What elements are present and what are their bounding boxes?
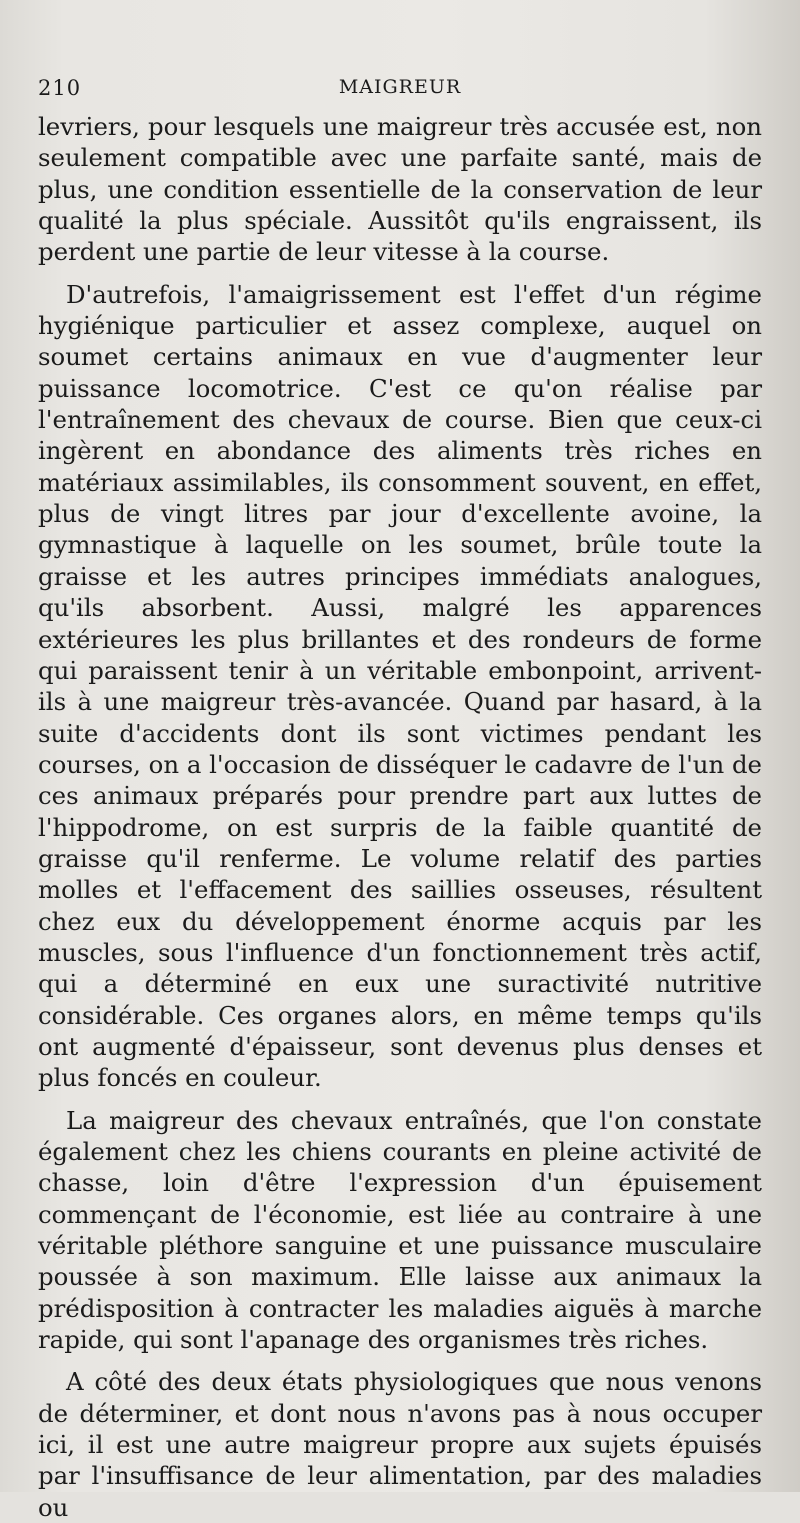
running-title: MAIGREUR (338, 76, 462, 98)
page-number: 210 (38, 76, 82, 100)
paragraph-trained-horses-thinness: La maigreur des chevaux entraînés, que l'on constate également chez les chiens courants en pleine activité de chasse, loin d'être l'expression d'un épuisement commençant de l'économie, est liée au contraire à une véritable pléthore sanguine et une puissance musculaire poussée à son maximum. Elle laisse aux animaux la prédisposition à contracter les maladies aiguës à marche rapide, qui sont l'apanage des organismes très riches. (38, 1105, 762, 1355)
paragraph-continued: levriers, pour lesquels une maigreur très accusée est, non seulement compatible avec une parfaite santé, mais de plus, une condition essentielle de la conservation de leur qualité la plus spéciale. Aussitôt qu'ils engraissent, ils perdent une partie de leur vitesse à la course. (38, 112, 762, 267)
body-text (38, 111, 762, 1523)
paragraph-other-thinness: A côté des deux états physiologiques que nous venons de déterminer, et dont nous n'avons pas à nous occuper ici, il est une autre maigreur propre aux sujets épuisés par l'insuffisance de leur alimentation, par des maladies ou (38, 1367, 762, 1522)
paragraph-training-horses: D'autrefois, l'amaigrissement est l'effet d'un régime hygiénique particulier et assez complexe, auquel on soumet certains animaux en vue d'augmenter leur puissance locomotrice. C'est ce qu'on réalise par l'entraînement des chevaux de course. Bien que ceux-ci ingèrent en abondance des aliments très riches en matériaux assimilables, ils consomment souvent, en effet, plus de vingt litres par jour d'excellente avoine, la gymnastique à laquelle on les soumet, brûle toute la graisse et les autres principes immédiats analogues, qu'ils absorbent. Aussi, malgré les apparences extérieures les plus brillantes et des rondeurs de forme qui paraissent tenir à un véritable embonpoint, arrivent-ils à une maigreur très-avancée. Quand par hasard, à la suite d'accidents dont ils sont victimes pendant les courses, on a l'occasion de disséquer le cadavre de l'un de ces animaux préparés pour prendre part aux luttes de l'hippodrome, on est surpris de la faible quantité de graisse qu'il renferme. Le volume relatif des parties molles et l'effacement des saillies osseuses, résultent chez eux du développement énorme acquis par les muscles, sous l'influence d'un fonctionnement très actif, qui a déterminé en eux une suractivité nutritive considérable. Ces organes alors, en même temps qu'ils ont augmenté d'épaisseur, sont devenus plus denses et plus foncés en couleur. (38, 279, 762, 1093)
